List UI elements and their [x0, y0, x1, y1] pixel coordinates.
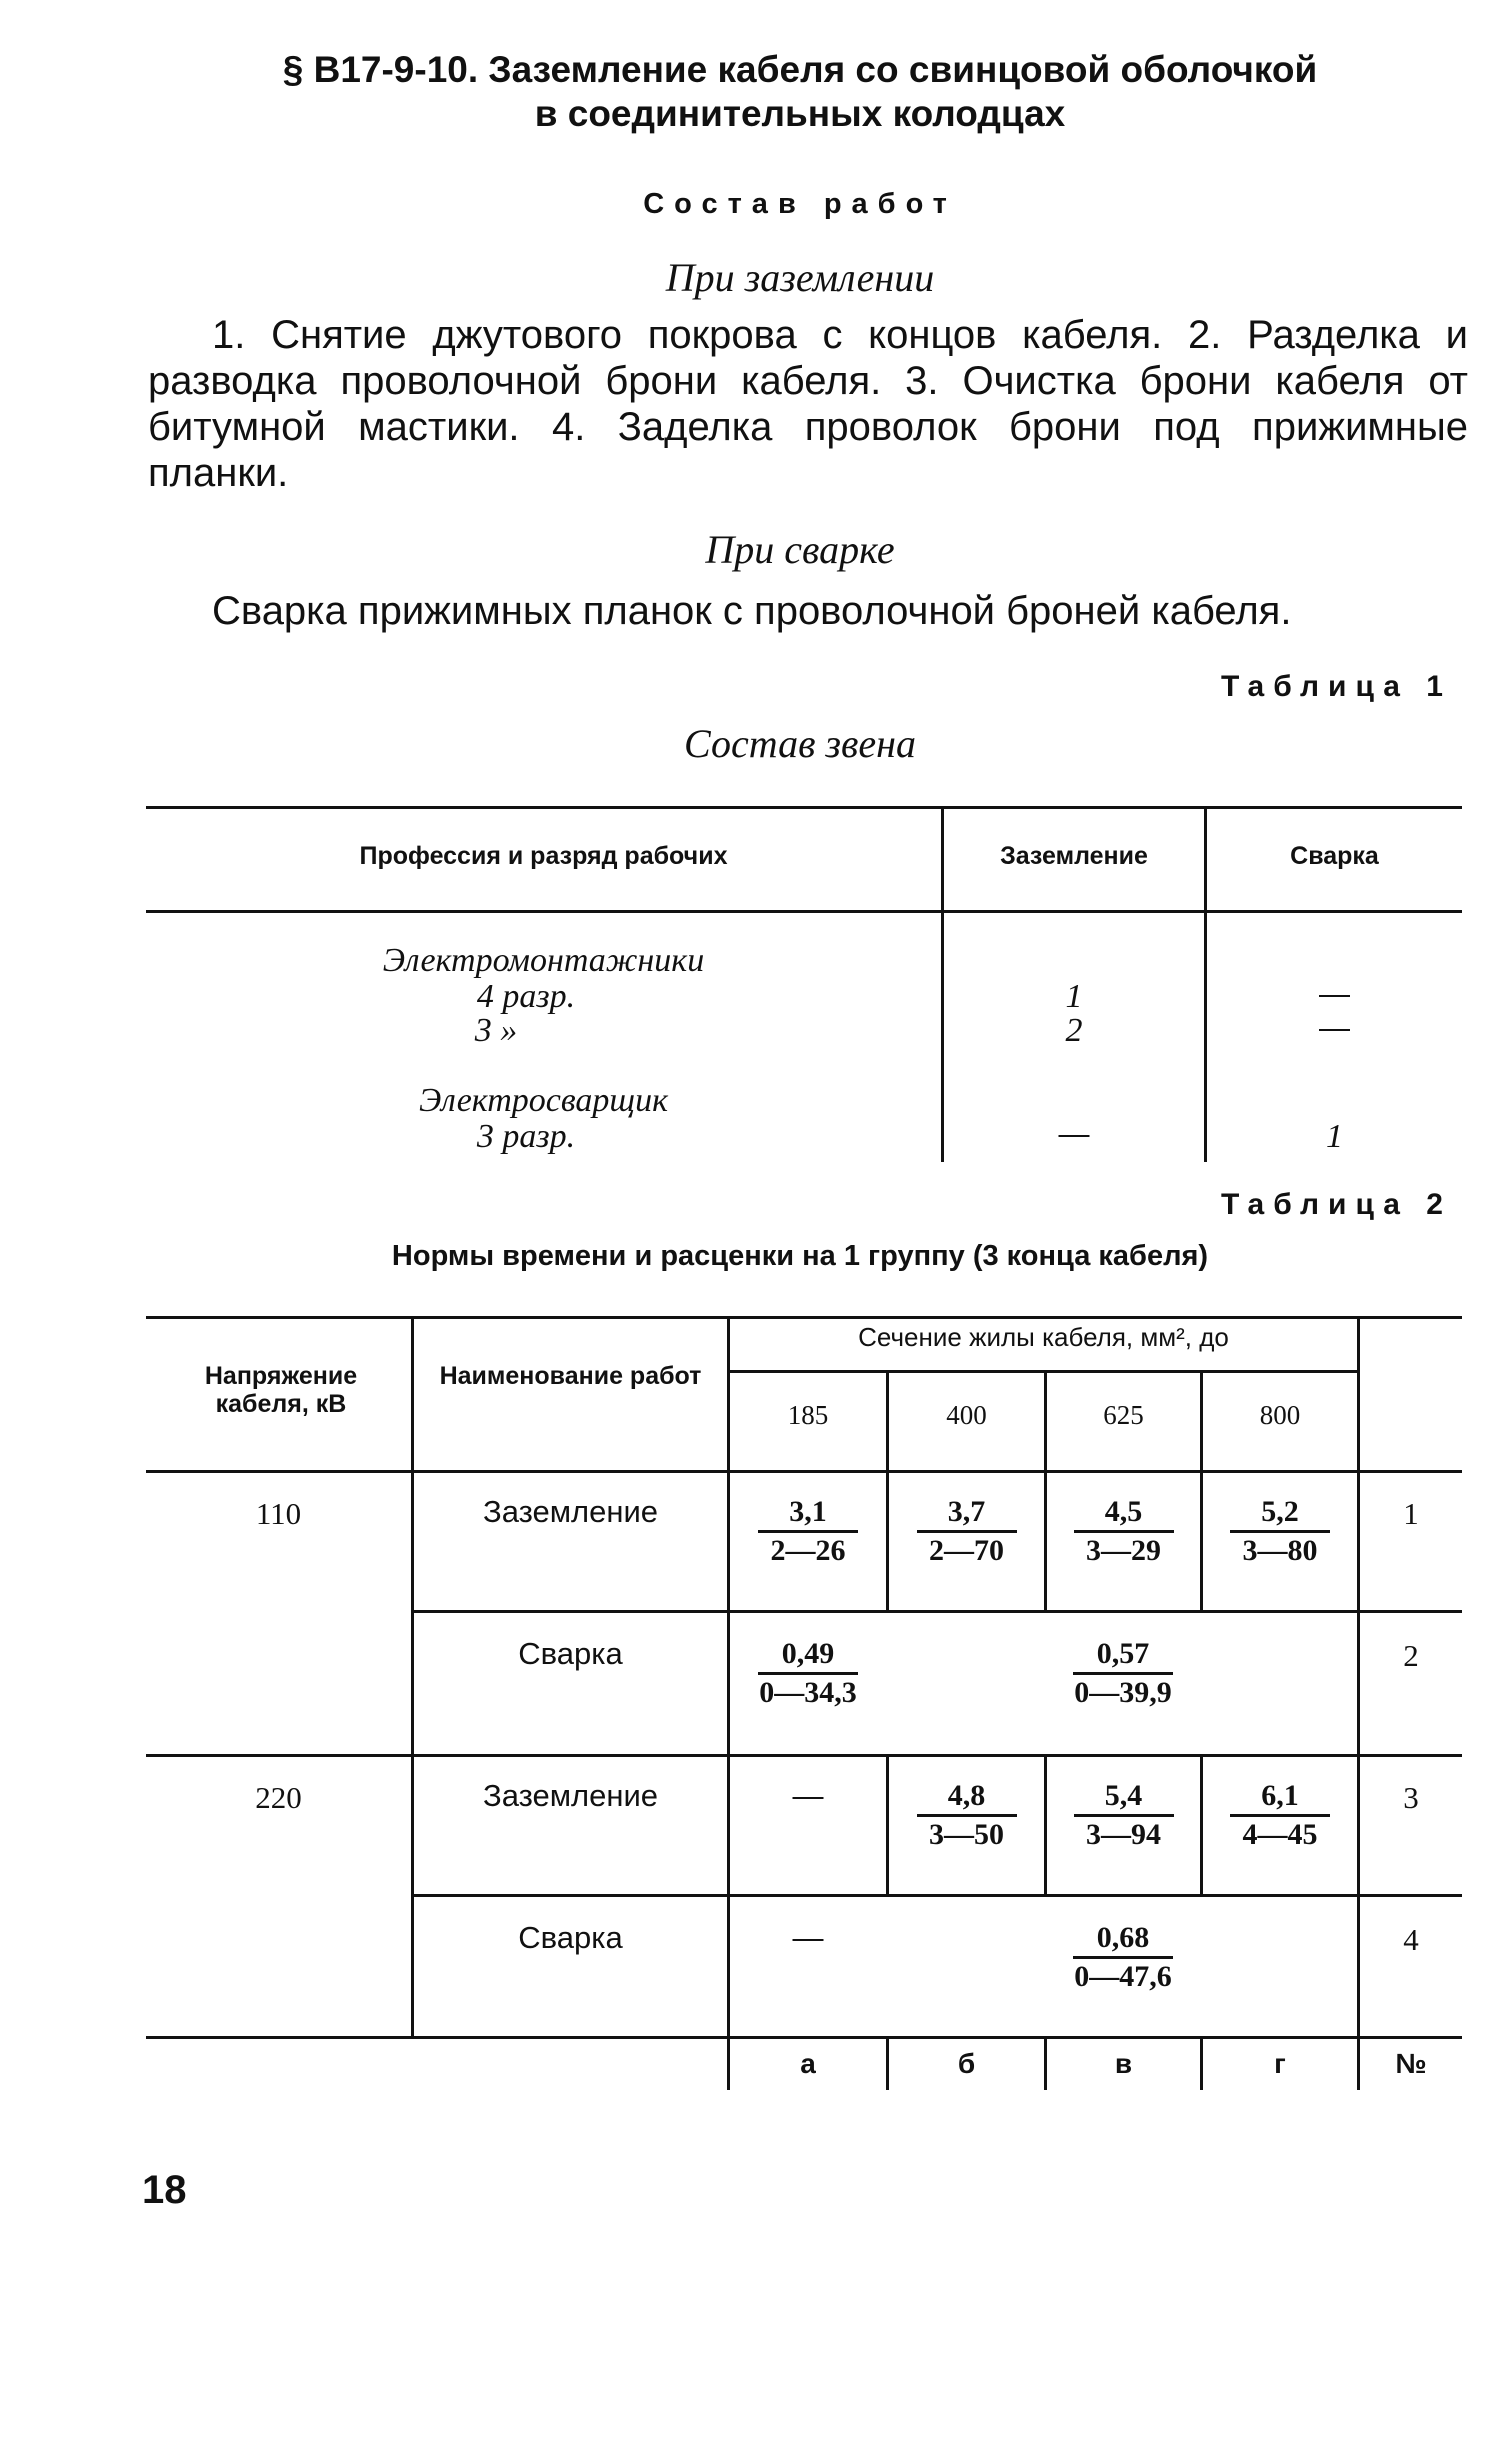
table2-footer-g: г — [1274, 2048, 1286, 2079]
table2-row4-400-800: 0,68 0—47,6 — [1074, 1921, 1172, 1993]
table2-size-625: 625 — [1103, 1400, 1144, 1430]
table2-row1-625: 4,5 3—29 — [1047, 1494, 1200, 1569]
table2-footer-b: б — [957, 2048, 976, 2079]
table1-row2-welding: — — [1319, 1010, 1350, 1045]
table1-title: Состав звена — [683, 721, 916, 766]
table2-header-work: Наименование работ — [439, 1362, 702, 1390]
welding-heading: При сварке — [705, 527, 895, 572]
table2-row4-work: Сварка — [518, 1920, 623, 1955]
page-number: 18 — [142, 2168, 187, 2212]
table1-row1-welding: — — [1319, 976, 1350, 1011]
grounding-heading: При заземлении — [665, 255, 935, 300]
table2-label: Таблица 2 — [1220, 1188, 1452, 1221]
table2-footer-no: № — [1395, 2048, 1427, 2079]
table2-row2-work: Сварка — [518, 1636, 623, 1671]
table1-row3-label: 3 разр. — [476, 1118, 576, 1155]
table2-row3-625: 5,4 3—94 — [1047, 1778, 1200, 1853]
table1-row1-label: 4 разр. — [476, 978, 576, 1015]
table1-row2-grounding: 2 — [1065, 1012, 1083, 1049]
table1-header-profession: Профессия и разряд рабочих — [359, 842, 728, 870]
work-heading: Состав работ — [643, 188, 957, 220]
table2-size-800: 800 — [1259, 1400, 1301, 1430]
table1-row2-label: 3 » — [474, 1012, 518, 1049]
table2-row3-185: — — [792, 1778, 824, 1813]
grounding-text: 1. Снятие джутового покрова с концов кабеля. 2. Разделка и разводка проволочной брони кабеля. 3. Очистка брони кабеля от битумной мастики. 4. Заделка проволок брони под прижимные планки. — [148, 313, 1468, 495]
table2-voltage-110: 110 — [255, 1496, 302, 1531]
table1-row3-grounding: — — [1058, 1116, 1090, 1151]
table2-row3-no: 3 — [1403, 1780, 1419, 1815]
table2-row1-800: 5,2 3—80 — [1203, 1494, 1357, 1569]
table1-group-welder: Электросварщик — [419, 1082, 668, 1119]
table2-row2-400-800: 0,57 0—39,9 — [1074, 1637, 1172, 1709]
table2-row2-no: 2 — [1403, 1638, 1419, 1673]
table1-header-welding: Сварка — [1290, 842, 1379, 870]
table2-title: Нормы времени и расценки на 1 группу (3 конца кабеля) — [391, 1240, 1209, 1272]
table1-header-grounding: Заземление — [1000, 842, 1148, 870]
section-title-line2: в соединительных колодцах — [534, 93, 1066, 134]
table1-label: Таблица 1 — [1220, 670, 1452, 703]
table2-row4-185: — — [792, 1920, 824, 1955]
table1-row3-welding: 1 — [1326, 1118, 1343, 1155]
table2-footer-a: а — [800, 2048, 816, 2079]
table2-header-voltage: Напряжение кабеля, кВ — [204, 1362, 358, 1418]
table1-row1-grounding: 1 — [1065, 978, 1083, 1015]
table2-row4-no: 4 — [1403, 1922, 1419, 1957]
table2-row3-800: 6,1 4—45 — [1203, 1778, 1357, 1853]
table2-footer-v: в — [1114, 2048, 1133, 2079]
welding-text: Сварка прижимных планок с проволочной броней кабеля. — [212, 589, 1292, 633]
table2-row2-185: 0,49 0—34,3 — [759, 1637, 857, 1709]
table2-row3-work: Заземление — [482, 1778, 659, 1813]
table2-header-section: Сечение жилы кабеля, мм², до — [858, 1322, 1229, 1352]
table2-row1-185: 3,1 2—26 — [730, 1494, 886, 1569]
section-title-line1: § В17-9-10. Заземление кабеля со свинцовой оболочкой — [282, 49, 1318, 90]
table2-voltage-220: 220 — [255, 1780, 302, 1815]
table1-group-electricians: Электромонтажники — [382, 942, 705, 979]
table2-size-185: 185 — [787, 1400, 829, 1430]
table2-row1-no: 1 — [1403, 1496, 1419, 1531]
table2-row3-400: 4,8 3—50 — [889, 1778, 1044, 1853]
table2-row1-400: 3,7 2—70 — [889, 1494, 1044, 1569]
table2-row1-work: Заземление — [482, 1494, 659, 1529]
table2-size-400: 400 — [946, 1400, 987, 1430]
